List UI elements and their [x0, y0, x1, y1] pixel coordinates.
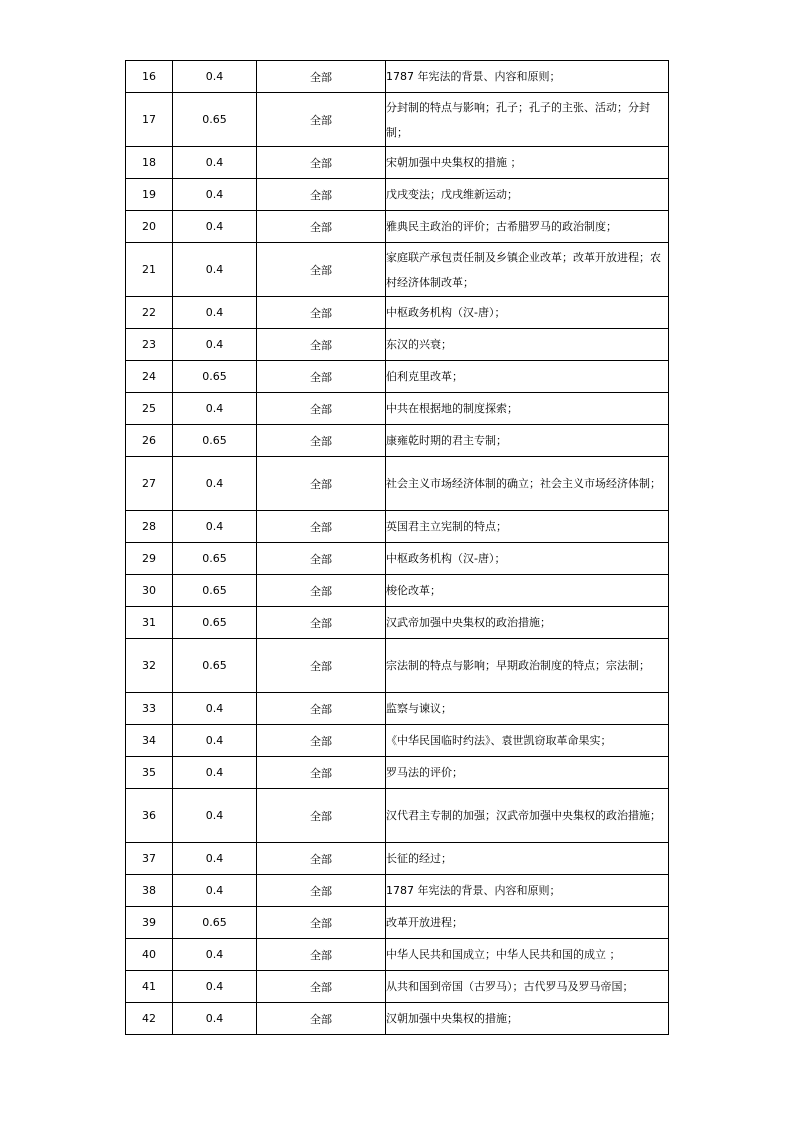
- knowledge-point-cell: 社会主义市场经济体制的确立；社会主义市场经济体制；: [386, 457, 669, 511]
- question-number-cell: 39: [126, 907, 173, 939]
- knowledge-point-cell: 监察与谏议；: [386, 693, 669, 725]
- question-number-cell: 24: [126, 361, 173, 393]
- table-row: [126, 297, 669, 329]
- question-number-cell: 38: [126, 875, 173, 907]
- table-row: [126, 843, 669, 875]
- question-number-cell: 36: [126, 789, 173, 843]
- table-row: [126, 93, 669, 147]
- knowledge-point-cell: 英国君主立宪制的特点；: [386, 511, 669, 543]
- knowledge-point-cell: 汉朝加强中央集权的措施；: [386, 1003, 669, 1035]
- knowledge-point-cell: 1787 年宪法的背景、内容和原则；: [386, 875, 669, 907]
- table-row: [126, 789, 669, 843]
- difficulty-score-cell: 0.4: [173, 297, 257, 329]
- scope-cell: 全部: [257, 361, 386, 393]
- question-number-cell: 32: [126, 639, 173, 693]
- knowledge-point-cell: 汉代君主专制的加强；汉武帝加强中央集权的政治措施；: [386, 789, 669, 843]
- difficulty-score-cell: 0.65: [173, 425, 257, 457]
- scope-cell: 全部: [257, 875, 386, 907]
- knowledge-point-cell: 罗马法的评价；: [386, 757, 669, 789]
- table-row: [126, 757, 669, 789]
- question-number-cell: 37: [126, 843, 173, 875]
- scope-cell: 全部: [257, 757, 386, 789]
- knowledge-point-cell: 家庭联产承包责任制及乡镇企业改革；改革开放进程；农村经济体制改革；: [386, 243, 669, 297]
- table-row: [126, 907, 669, 939]
- knowledge-point-cell: 改革开放进程；: [386, 907, 669, 939]
- knowledge-point-cell: 从共和国到帝国（古罗马）；古代罗马及罗马帝国；: [386, 971, 669, 1003]
- table-row: [126, 693, 669, 725]
- question-number-cell: 21: [126, 243, 173, 297]
- scope-cell: 全部: [257, 457, 386, 511]
- scope-cell: 全部: [257, 725, 386, 757]
- difficulty-score-cell: 0.4: [173, 179, 257, 211]
- question-number-cell: 29: [126, 543, 173, 575]
- scope-cell: 全部: [257, 939, 386, 971]
- knowledge-point-cell: 康雍乾时期的君主专制；: [386, 425, 669, 457]
- question-number-cell: 31: [126, 607, 173, 639]
- table-row: [126, 243, 669, 297]
- scope-cell: 全部: [257, 243, 386, 297]
- table-row: [126, 875, 669, 907]
- question-number-cell: 20: [126, 211, 173, 243]
- difficulty-score-cell: 0.4: [173, 1003, 257, 1035]
- scope-cell: 全部: [257, 639, 386, 693]
- question-number-cell: 22: [126, 297, 173, 329]
- knowledge-point-cell: 戊戌变法；戊戌维新运动；: [386, 179, 669, 211]
- question-number-cell: 34: [126, 725, 173, 757]
- difficulty-score-cell: 0.4: [173, 971, 257, 1003]
- scope-cell: 全部: [257, 511, 386, 543]
- knowledge-point-table: [125, 60, 669, 1035]
- question-number-cell: 27: [126, 457, 173, 511]
- table-row: [126, 639, 669, 693]
- scope-cell: 全部: [257, 93, 386, 147]
- scope-cell: 全部: [257, 575, 386, 607]
- knowledge-point-cell: 长征的经过；: [386, 843, 669, 875]
- difficulty-score-cell: 0.4: [173, 757, 257, 789]
- knowledge-point-cell: 伯利克里改革；: [386, 361, 669, 393]
- table-row: [126, 543, 669, 575]
- scope-cell: 全部: [257, 607, 386, 639]
- question-number-cell: 40: [126, 939, 173, 971]
- table-row: [126, 511, 669, 543]
- table-row: [126, 393, 669, 425]
- scope-cell: 全部: [257, 971, 386, 1003]
- table-body: [126, 61, 669, 1035]
- difficulty-score-cell: 0.4: [173, 457, 257, 511]
- table-row: [126, 425, 669, 457]
- difficulty-score-cell: 0.65: [173, 639, 257, 693]
- table-row: [126, 61, 669, 93]
- scope-cell: 全部: [257, 543, 386, 575]
- difficulty-score-cell: 0.65: [173, 93, 257, 147]
- question-number-cell: 18: [126, 147, 173, 179]
- table-row: [126, 457, 669, 511]
- table-row: [126, 361, 669, 393]
- scope-cell: 全部: [257, 211, 386, 243]
- knowledge-point-cell: 汉武帝加强中央集权的政治措施；: [386, 607, 669, 639]
- knowledge-point-cell: 梭伦改革；: [386, 575, 669, 607]
- question-number-cell: 16: [126, 61, 173, 93]
- scope-cell: 全部: [257, 907, 386, 939]
- difficulty-score-cell: 0.4: [173, 329, 257, 361]
- knowledge-point-cell: 东汉的兴衰；: [386, 329, 669, 361]
- question-number-cell: 35: [126, 757, 173, 789]
- difficulty-score-cell: 0.4: [173, 393, 257, 425]
- knowledge-point-cell: 中枢政务机构（汉-唐）；: [386, 297, 669, 329]
- difficulty-score-cell: 0.4: [173, 875, 257, 907]
- scope-cell: 全部: [257, 693, 386, 725]
- difficulty-score-cell: 0.4: [173, 511, 257, 543]
- difficulty-score-cell: 0.65: [173, 575, 257, 607]
- scope-cell: 全部: [257, 393, 386, 425]
- table-row: [126, 575, 669, 607]
- difficulty-score-cell: 0.4: [173, 725, 257, 757]
- scope-cell: 全部: [257, 147, 386, 179]
- knowledge-point-cell: 宋朝加强中央集权的措施 ；: [386, 147, 669, 179]
- table-row: [126, 725, 669, 757]
- knowledge-point-cell: 中枢政务机构（汉-唐）；: [386, 543, 669, 575]
- question-number-cell: 25: [126, 393, 173, 425]
- difficulty-score-cell: 0.65: [173, 543, 257, 575]
- question-number-cell: 41: [126, 971, 173, 1003]
- question-number-cell: 28: [126, 511, 173, 543]
- knowledge-point-cell: 雅典民主政治的评价；古希腊罗马的政治制度；: [386, 211, 669, 243]
- table-row: [126, 939, 669, 971]
- scope-cell: 全部: [257, 425, 386, 457]
- difficulty-score-cell: 0.65: [173, 907, 257, 939]
- question-number-cell: 26: [126, 425, 173, 457]
- scope-cell: 全部: [257, 297, 386, 329]
- difficulty-score-cell: 0.4: [173, 243, 257, 297]
- knowledge-point-cell: 《中华民国临时约法》、袁世凯窃取革命果实；: [386, 725, 669, 757]
- scope-cell: 全部: [257, 789, 386, 843]
- question-number-cell: 33: [126, 693, 173, 725]
- table-row: [126, 147, 669, 179]
- difficulty-score-cell: 0.4: [173, 61, 257, 93]
- question-number-cell: 42: [126, 1003, 173, 1035]
- difficulty-score-cell: 0.65: [173, 361, 257, 393]
- difficulty-score-cell: 0.65: [173, 607, 257, 639]
- knowledge-point-cell: 1787 年宪法的背景、内容和原则；: [386, 61, 669, 93]
- scope-cell: 全部: [257, 61, 386, 93]
- difficulty-score-cell: 0.4: [173, 939, 257, 971]
- table-row: [126, 179, 669, 211]
- question-number-cell: 23: [126, 329, 173, 361]
- question-number-cell: 30: [126, 575, 173, 607]
- table-row: [126, 1003, 669, 1035]
- scope-cell: 全部: [257, 329, 386, 361]
- scope-cell: 全部: [257, 1003, 386, 1035]
- difficulty-score-cell: 0.4: [173, 789, 257, 843]
- question-number-cell: 17: [126, 93, 173, 147]
- difficulty-score-cell: 0.4: [173, 211, 257, 243]
- knowledge-point-cell: 中华人民共和国成立；中华人民共和国的成立 ；: [386, 939, 669, 971]
- question-number-cell: 19: [126, 179, 173, 211]
- difficulty-score-cell: 0.4: [173, 147, 257, 179]
- scope-cell: 全部: [257, 179, 386, 211]
- scope-cell: 全部: [257, 843, 386, 875]
- difficulty-score-cell: 0.4: [173, 693, 257, 725]
- knowledge-point-cell: 中共在根据地的制度探索；: [386, 393, 669, 425]
- knowledge-point-cell: 宗法制的特点与影响；早期政治制度的特点；宗法制；: [386, 639, 669, 693]
- table-row: [126, 329, 669, 361]
- table-row: [126, 211, 669, 243]
- difficulty-score-cell: 0.4: [173, 843, 257, 875]
- knowledge-point-cell: 分封制的特点与影响；孔子；孔子的主张、活动；分封制；: [386, 93, 669, 147]
- table-row: [126, 971, 669, 1003]
- table-row: [126, 607, 669, 639]
